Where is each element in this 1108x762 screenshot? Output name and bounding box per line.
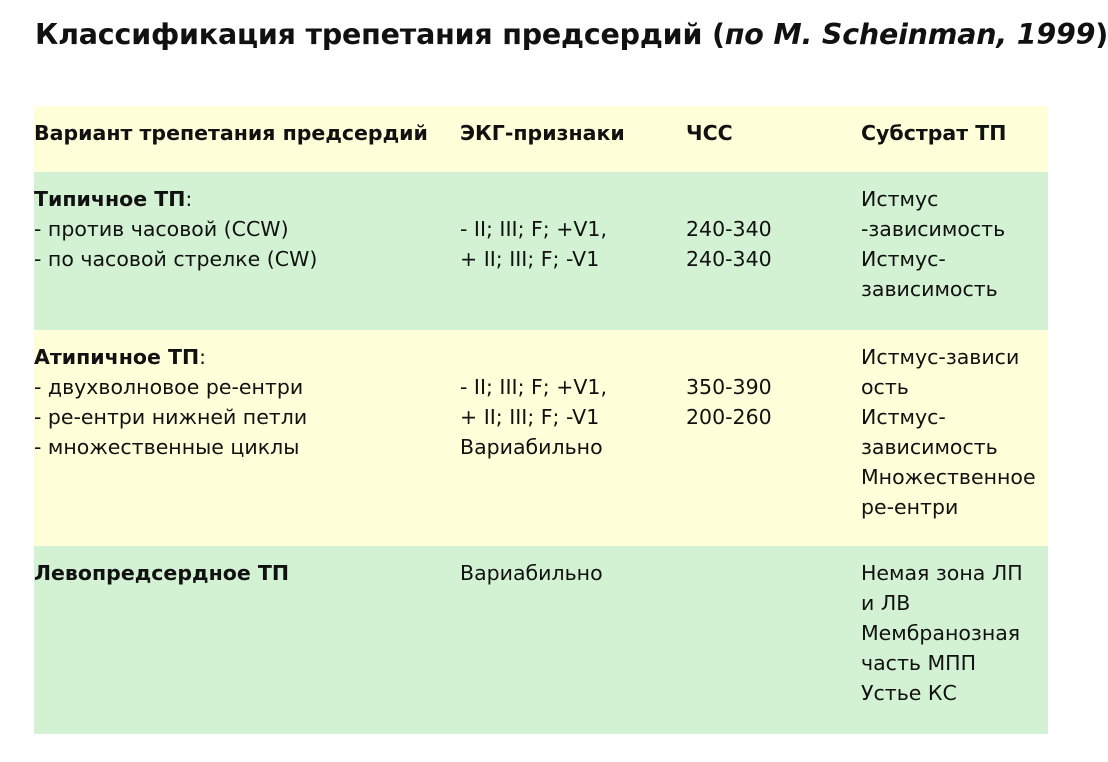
substrate-line: зависимость (861, 435, 998, 459)
ecg-line: + II; III; F; -V1 (460, 247, 600, 271)
variant-colon: : (185, 187, 193, 211)
cell-ecg (460, 172, 686, 330)
title-close: ) (1095, 18, 1108, 51)
cell-variant (34, 330, 460, 546)
substrate-line: ость (861, 375, 909, 399)
hr-line: 350-390 (686, 375, 772, 399)
variant-line: - ре-ентри нижней петли (34, 405, 308, 429)
substrate-line: Множественное (861, 465, 1036, 489)
cell-substrate (861, 330, 1048, 546)
header-substrate: Субстрат ТП (861, 121, 1007, 145)
variant-line: - по часовой стрелке (CW) (34, 247, 318, 271)
cell-variant (34, 172, 460, 330)
substrate-line: Истмус-зависи (861, 345, 1020, 369)
variant-colon: : (199, 345, 207, 369)
substrate-line: Немая зона ЛП (861, 561, 1023, 585)
substrate-line: Истмус- (861, 247, 946, 271)
cell-ecg (460, 546, 686, 734)
substrate-line: и ЛВ (861, 591, 911, 615)
cell-substrate (861, 172, 1048, 330)
variant-title: Типичное ТП (34, 187, 186, 211)
ecg-line: + II; III; F; -V1 (460, 405, 600, 429)
hr-line: 200-260 (686, 405, 772, 429)
table-row-typical (34, 172, 1048, 330)
variant-title: Атипичное ТП (34, 345, 200, 369)
classification-table (34, 106, 1048, 734)
cell-hr (686, 330, 861, 546)
cell-hr (686, 172, 861, 330)
hr-line: 240-340 (686, 217, 772, 241)
header-variant: Вариант трепетания предсердий (34, 121, 428, 145)
table-row-left-atrial (34, 546, 1048, 734)
substrate-line: Мембранозная (861, 621, 1021, 645)
hr-line: 240-340 (686, 247, 772, 271)
ecg-line: - II; III; F; +V1, (460, 375, 607, 399)
variant-line: - двухволновое ре-ентри (34, 375, 304, 399)
ecg-line: Вариабильно (460, 435, 603, 459)
title-main: Классификация трепетания предсердий ( (35, 18, 725, 51)
cell-hr (686, 546, 861, 734)
cell-substrate (861, 546, 1048, 734)
cell-ecg (460, 330, 686, 546)
substrate-line: -зависимость (861, 217, 1006, 241)
table-header-row (34, 106, 1048, 172)
page-title (35, 18, 1108, 51)
header-hr: ЧСС (686, 121, 733, 145)
substrate-line: часть МПП (861, 651, 977, 675)
substrate-line: зависимость (861, 277, 998, 301)
variant-line: - против часовой (CCW) (34, 217, 289, 241)
title-citation: по M. Scheinman, 1999 (724, 18, 1096, 51)
substrate-line: Устье КС (861, 681, 957, 705)
variant-line: - множественные циклы (34, 435, 300, 459)
header-ecg: ЭКГ-признаки (460, 121, 625, 145)
substrate-line: ре-ентри (861, 495, 959, 519)
table-row-atypical (34, 330, 1048, 546)
substrate-line: Истмус- (861, 405, 946, 429)
ecg-line: Вариабильно (460, 561, 603, 585)
substrate-line: Истмус (861, 187, 939, 211)
ecg-line: - II; III; F; +V1, (460, 217, 607, 241)
cell-variant (34, 546, 460, 734)
variant-title: Левопредсердное ТП (34, 561, 289, 585)
